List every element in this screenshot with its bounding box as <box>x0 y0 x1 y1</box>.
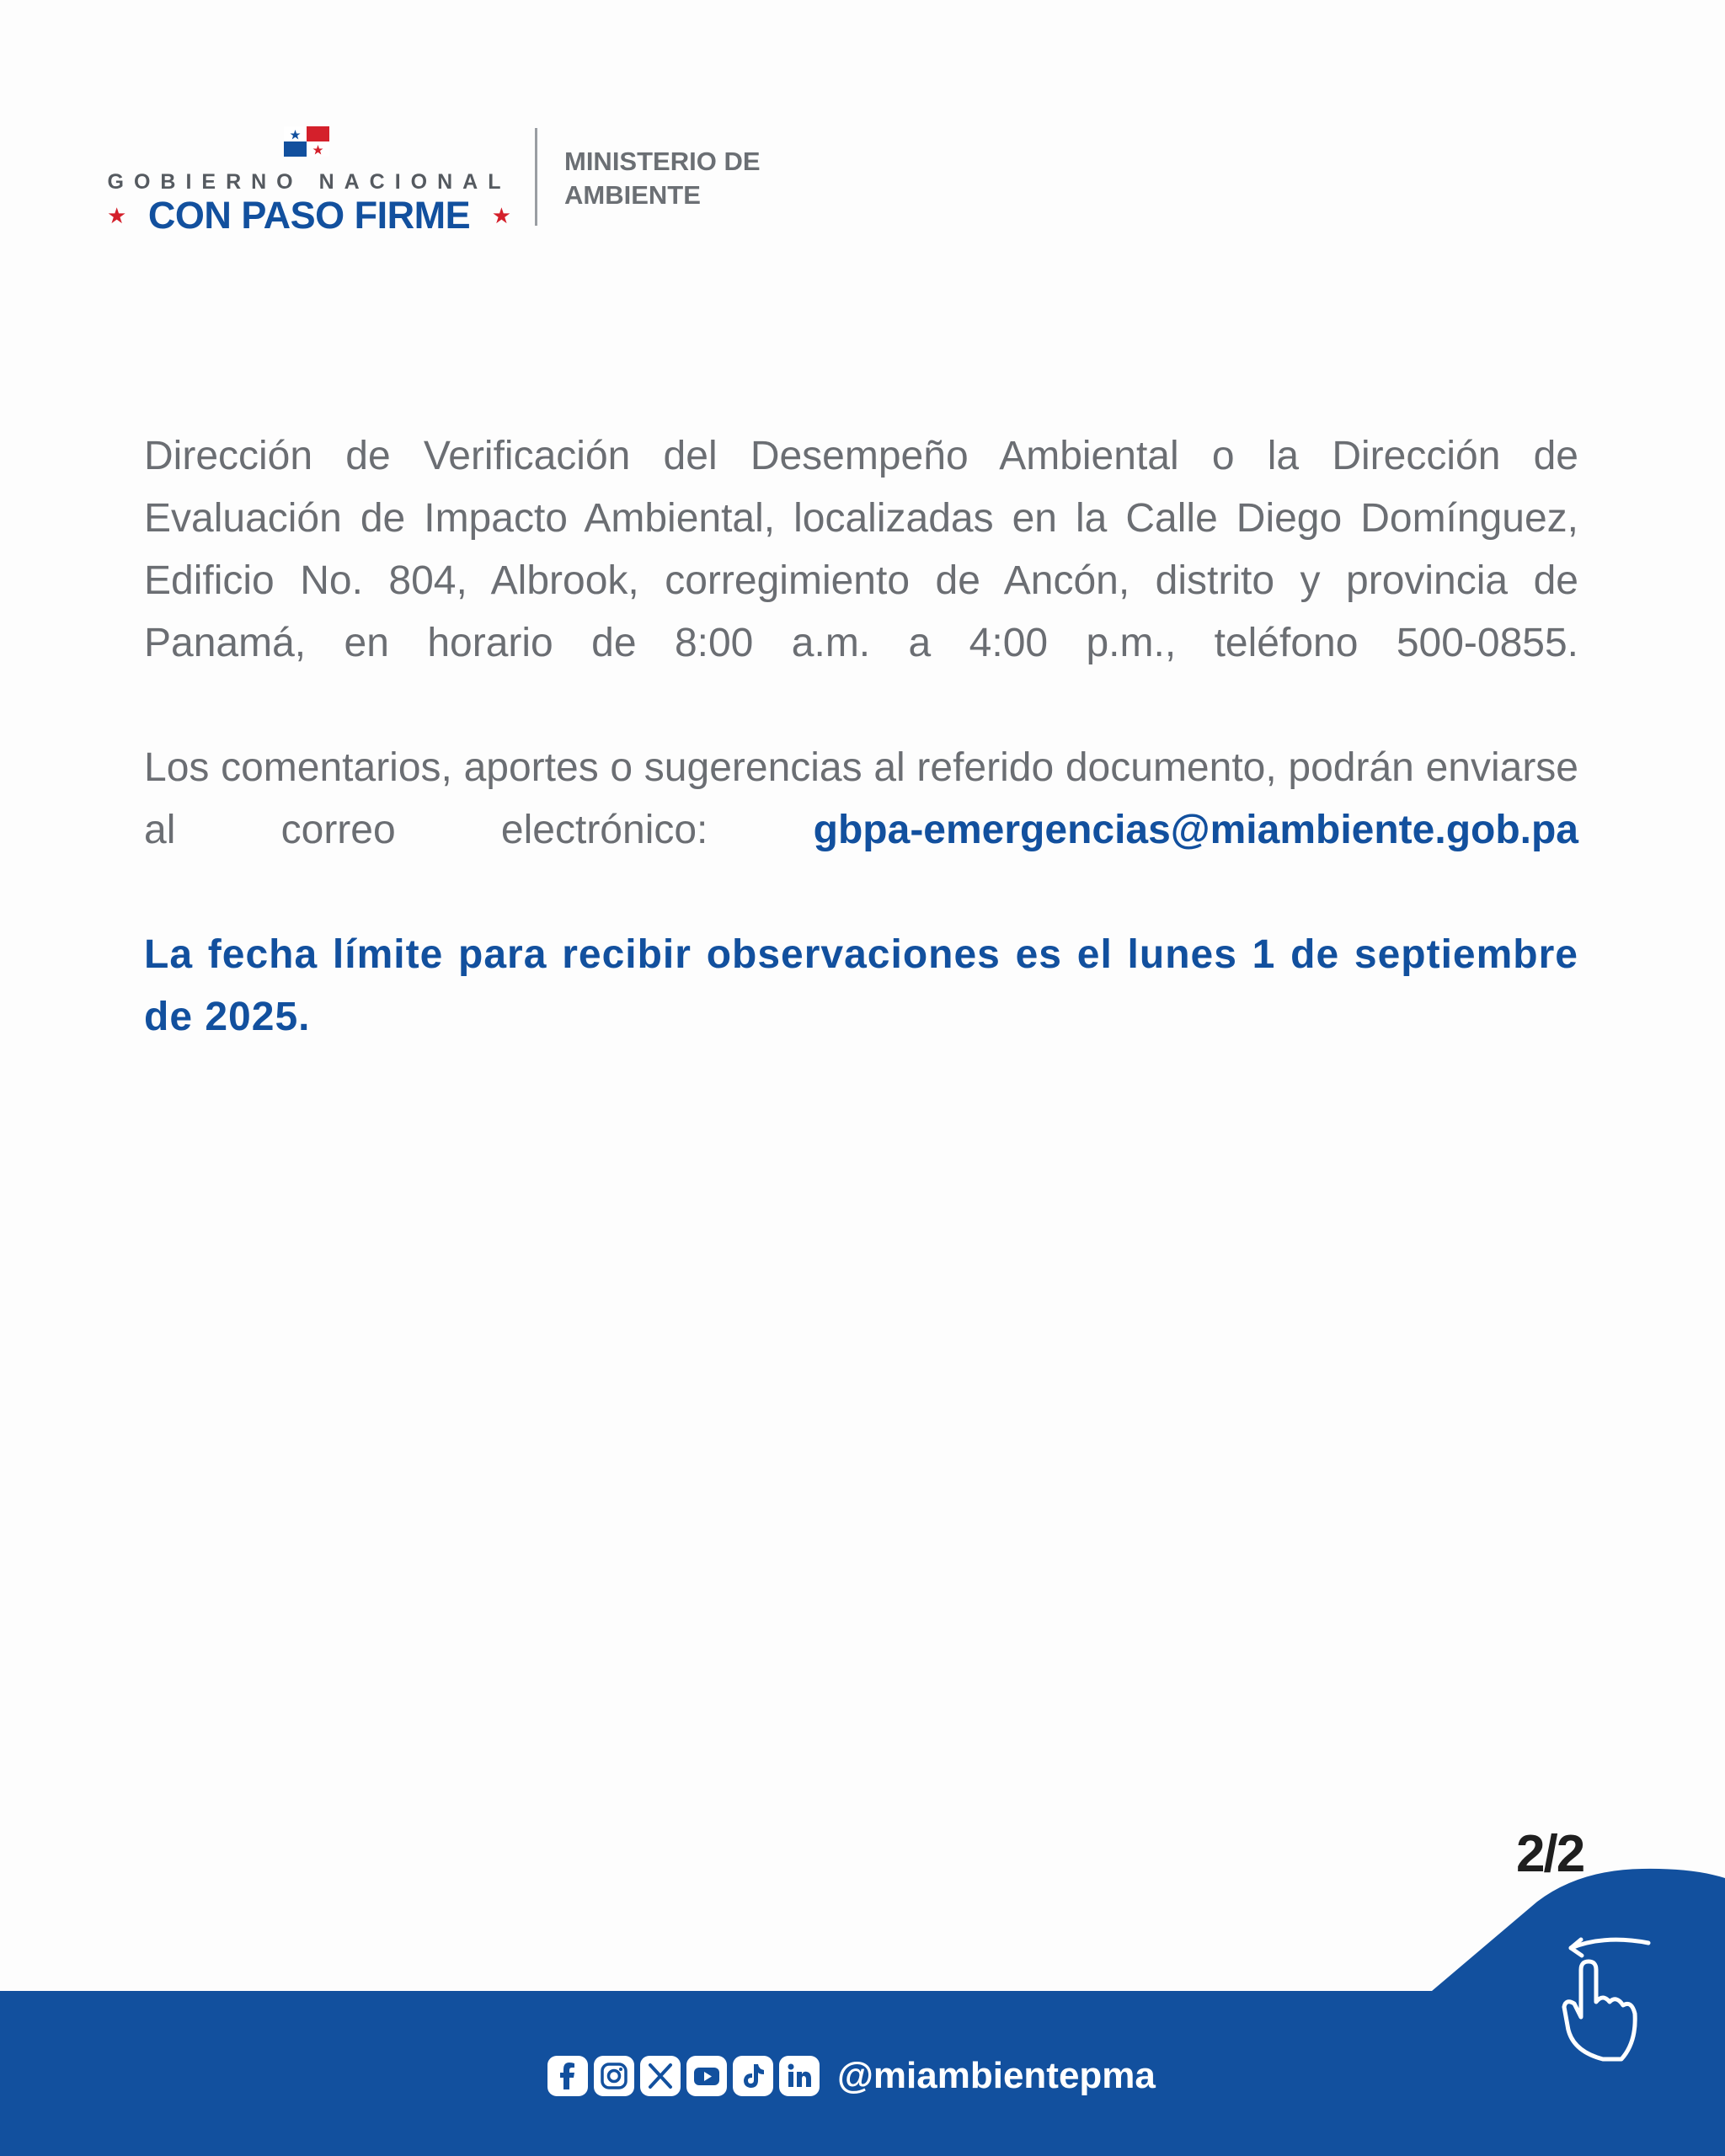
x-icon[interactable] <box>640 2056 681 2096</box>
email-link[interactable]: gbpa-emergencias@miambiente.gob.pa <box>813 808 1578 852</box>
social-handle[interactable]: @miambientepma <box>837 2055 1156 2096</box>
youtube-icon[interactable] <box>686 2056 727 2096</box>
logo-main-line: CON PASO FIRME <box>147 194 471 237</box>
paragraph-address: Dirección de Verificación del Desempeño Ambiental o la Dirección de Evaluación de Impacto Ambiental, localizadas en la Calle Diego Domínguez, Edificio No. 804, Albrook, corregimiento de Ancón, distrito y provincia de Panamá, en horario de 8:00 a.m. a 4:00 p.m., teléfono 500-0855. <box>144 434 1578 665</box>
instagram-icon[interactable] <box>594 2056 634 2096</box>
logo-top-line: GOBIERNO NACIONAL <box>107 170 511 194</box>
logo-divider <box>535 128 537 226</box>
page-counter: 2/2 <box>1516 1825 1584 1883</box>
star-icon: ★ <box>107 203 127 228</box>
tiktok-icon[interactable] <box>733 2056 773 2096</box>
linkedin-icon[interactable] <box>779 2056 820 2096</box>
facebook-icon[interactable] <box>547 2056 588 2096</box>
ministry-line-2: AMBIENTE <box>564 180 701 210</box>
gobierno-logo <box>107 126 511 236</box>
comments-text: Los comentarios, aportes o sugerencias al referido documento, podrán enviarse al correo electrónico: <box>144 745 1578 852</box>
ministry-name <box>564 145 817 212</box>
star-icon: ★ <box>491 203 511 228</box>
footer-band <box>0 1861 1725 2156</box>
social-links <box>547 2052 1156 2100</box>
swipe-hand-icon[interactable] <box>1554 1933 1655 2068</box>
paragraph-comments <box>144 737 1578 862</box>
panama-flag-icon <box>284 126 329 157</box>
logo-main-row <box>107 194 511 237</box>
deadline-notice: La fecha límite para recibir observaciones es el lunes 1 de septiembre de 2025. <box>144 932 1578 1039</box>
document-body <box>144 425 1578 1111</box>
ministry-line-1: MINISTERIO DE <box>564 147 761 176</box>
